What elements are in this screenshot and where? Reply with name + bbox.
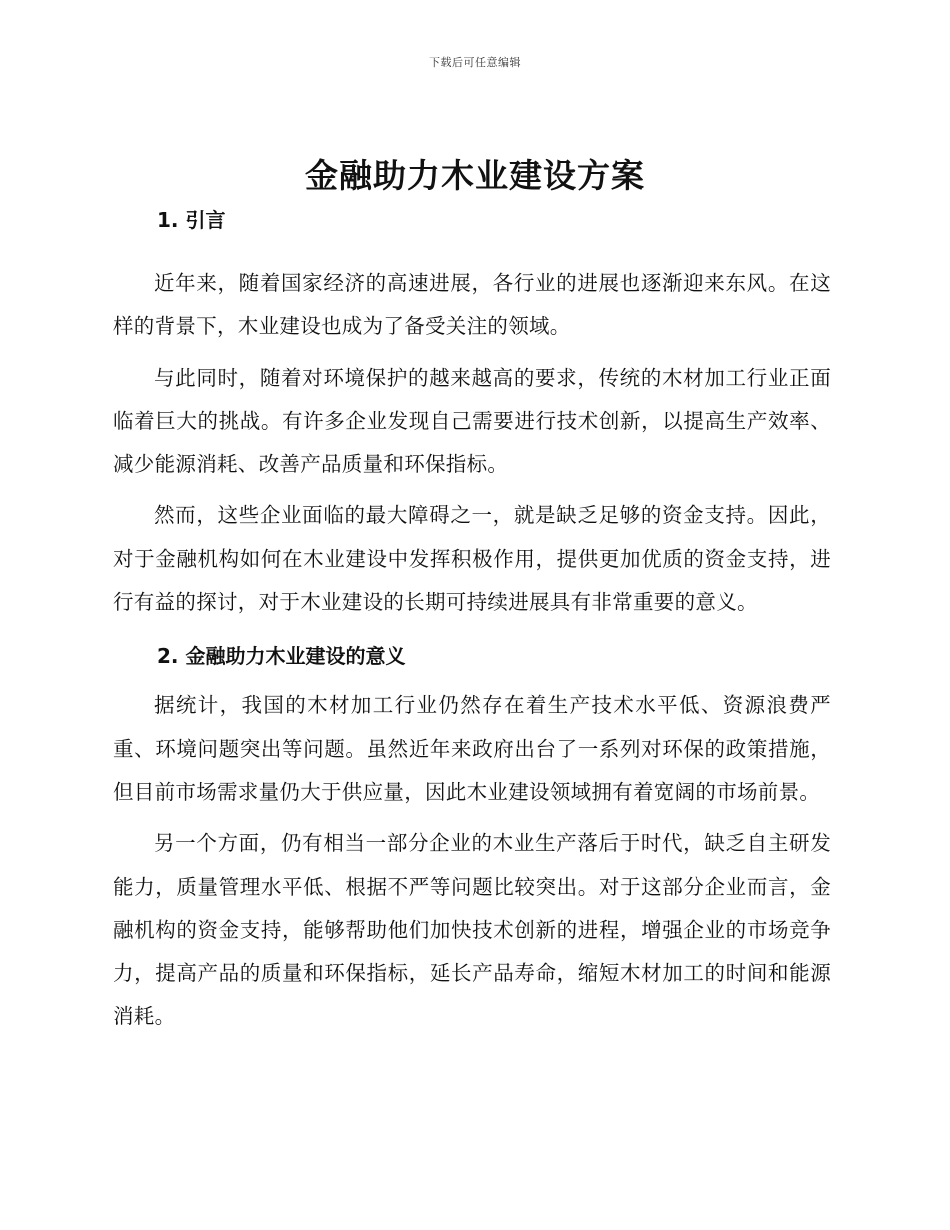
- document-title: 金融助力木业建设方案: [305, 156, 645, 195]
- section-heading-significance: 2. 金融助力木业建设的意义: [157, 644, 406, 669]
- page-header-note: 下载后可任意编辑: [429, 56, 521, 69]
- document-body: [113, 202, 831, 1047]
- section-heading-introduction: 1. 引言: [157, 208, 226, 232]
- paragraph: 近年来，随着国家经济的高速进展，各行业的进展也逐渐迎来东风。在这样的背景下，木业建设也成为了备受关注的领域。: [113, 271, 831, 339]
- paragraph: 与此同时，随着对环境保护的越来越高的要求，传统的木材加工行业正面临着巨大的挑战。有许多企业发现自己需要进行技术创新，以提高生产效率、减少能源消耗、改善产品质量和环保指标。: [113, 365, 831, 477]
- paragraph: 然而，这些企业面临的最大障碍之一，就是缺乏足够的资金支持。因此，对于金融机构如何在木业建设中发挥积极作用，提供更加优质的资金支持，进行有益的探讨，对于木业建设的长期可持续进展具有非常重要的意义。: [113, 503, 831, 615]
- paragraph: 另一个方面，仍有相当一部分企业的木业生产落后于时代，缺乏自主研发能力，质量管理水平低、根据不严等问题比较突出。对于这部分企业而言，金融机构的资金支持，能够帮助他们加快技术创新的进程，增强企业的市场竞争力，提高产品的质量和环保指标，延长产品寿命，缩短木材加工的时间和能源消耗。: [113, 831, 831, 1029]
- paragraph: 据统计，我国的木材加工行业仍然存在着生产技术水平低、资源浪费严重、环境问题突出等问题。虽然近年来政府出台了一系列对环保的政策措施，但目前市场需求量仍大于供应量，因此木业建设领域拥有着宽阔的市场前景。: [113, 693, 831, 804]
